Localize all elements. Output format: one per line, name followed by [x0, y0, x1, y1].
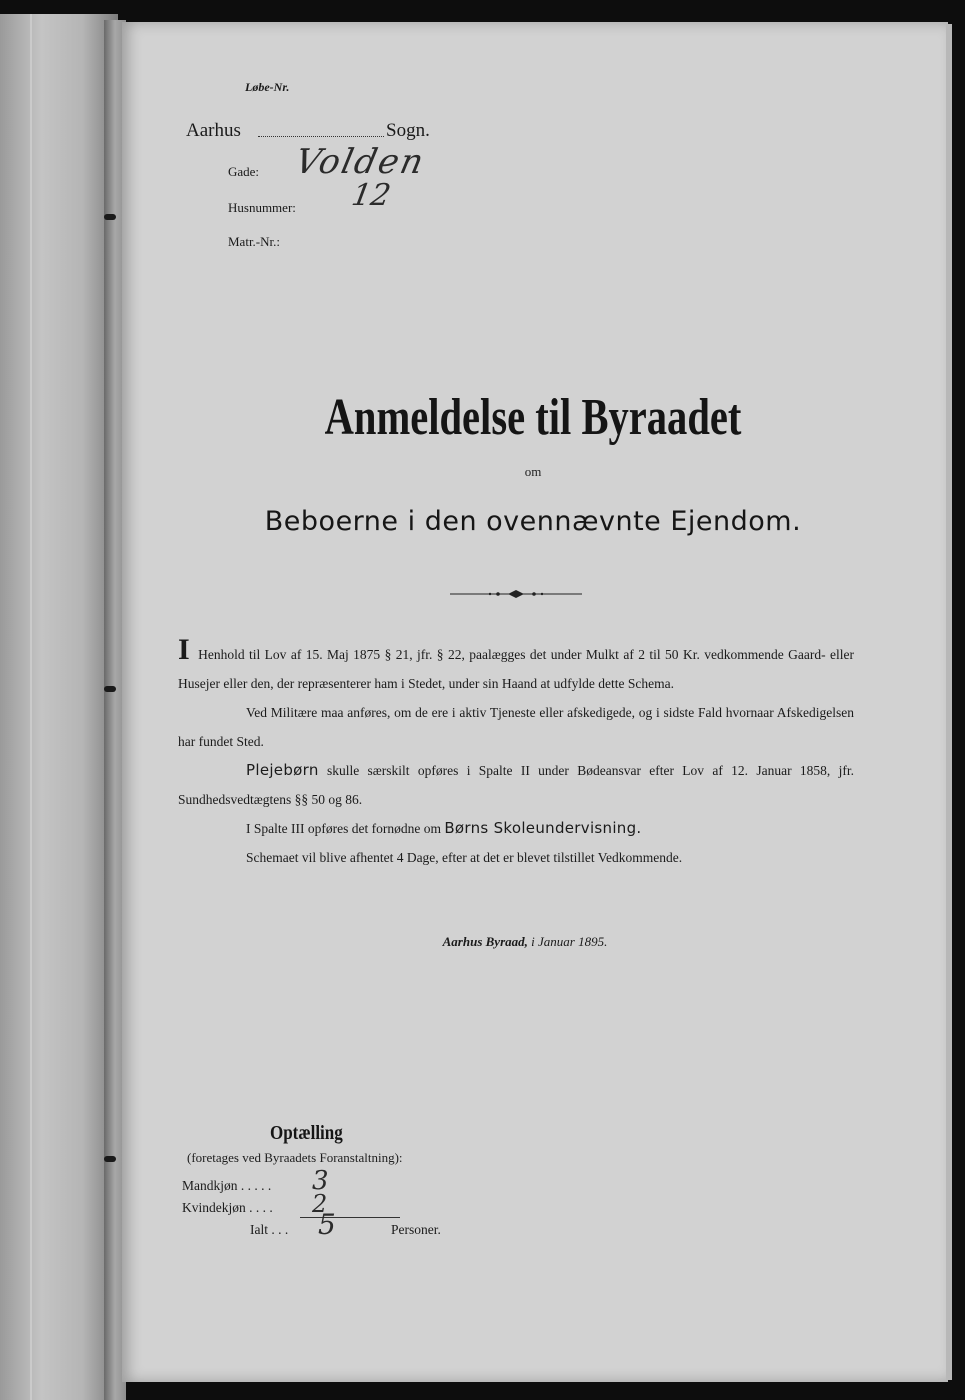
signoff-date: i Januar 1895. — [531, 934, 608, 949]
personer-label: Personer. — [391, 1222, 441, 1237]
sogn-label: Sogn. — [386, 120, 430, 141]
document-title: Anmeldelse til Byraadet — [324, 389, 742, 446]
ornament-divider — [450, 586, 582, 602]
sum-line — [300, 1217, 400, 1218]
page-edge — [946, 24, 952, 1380]
paragraph-5 — [178, 843, 854, 872]
skoleundervisning-emphasis: Børns Skoleundervisning. — [444, 819, 642, 837]
title-connector: om — [524, 464, 542, 479]
paragraph-3-text: skulle særskilt opføres i Spalte II under Bødeansvar efter Lov af 12. Januar 1858, jfr. Sundhedsvedtægtens §§ 50 og 86. — [178, 763, 855, 807]
mandkjon-label: Mandkjøn . . . . . — [182, 1178, 272, 1193]
mandkjon-value: 3 — [312, 1166, 329, 1196]
gade-label: Gade: — [228, 164, 260, 179]
matr-nr-label: Matr.-Nr.: — [228, 234, 280, 249]
paragraph-4-text: I Spalte III opføres det fornødne om — [246, 821, 441, 836]
instructions-body — [178, 633, 855, 872]
gade-handwritten-value: Volden — [291, 142, 429, 182]
paragraph-3 — [178, 756, 854, 814]
binding-hole — [104, 214, 116, 220]
signoff-place: Aarhus Byraad, — [442, 934, 528, 949]
paragraph-5-text: Schemaet vil blive afhentet 4 Dage, efter at det er blevet tilstillet Vedkommende. — [246, 850, 683, 865]
signoff — [120, 934, 930, 950]
dropcap: I — [178, 633, 190, 666]
count-title: Optælling — [270, 1122, 343, 1144]
left-facing-page — [0, 14, 118, 1400]
paragraph-2 — [178, 698, 854, 756]
sogn-dotted-line — [258, 136, 384, 137]
count-subtitle: (foretages ved Byraadets Foranstaltning): — [187, 1150, 403, 1165]
loebe-nr-label: Løbe-Nr. — [245, 80, 290, 94]
kvindekjon-label: Kvindekjøn . . . . — [182, 1200, 273, 1215]
kvindekjon-value: 2 — [312, 1190, 328, 1218]
ialt-value: 5 — [318, 1208, 336, 1241]
document-subtitle: Beboerne i den ovennævnte Ejendom. — [264, 506, 802, 537]
binding-hole — [104, 686, 116, 692]
paragraph-1 — [178, 633, 855, 698]
ialt-label: Ialt . . . — [250, 1222, 289, 1237]
husnummer-label: Husnummer: — [228, 200, 296, 215]
husnummer-handwritten-value: 12 — [348, 178, 394, 213]
city-label: Aarhus — [186, 120, 241, 141]
paragraph-2-text: Ved Militære maa anføres, om de ere i aktiv Tjeneste eller afskedigede, og i sidste Fald hvornaar Afskedigelsen har fundet Sted. — [178, 705, 854, 749]
paragraph-4 — [178, 814, 854, 843]
binding-hole — [104, 1156, 116, 1162]
paragraph-1-text: Henhold til Lov af 15. Maj 1875 § 21, jfr. § 22, paalægges det under Mulkt af 2 til 50 Kr. vedkommende Gaard- eller Husejer eller den, der repræsenterer ham i Stedet, under sin Haand at udfylde dette Schema. — [178, 647, 855, 691]
plejeborn-emphasis: Plejebørn — [246, 761, 319, 779]
